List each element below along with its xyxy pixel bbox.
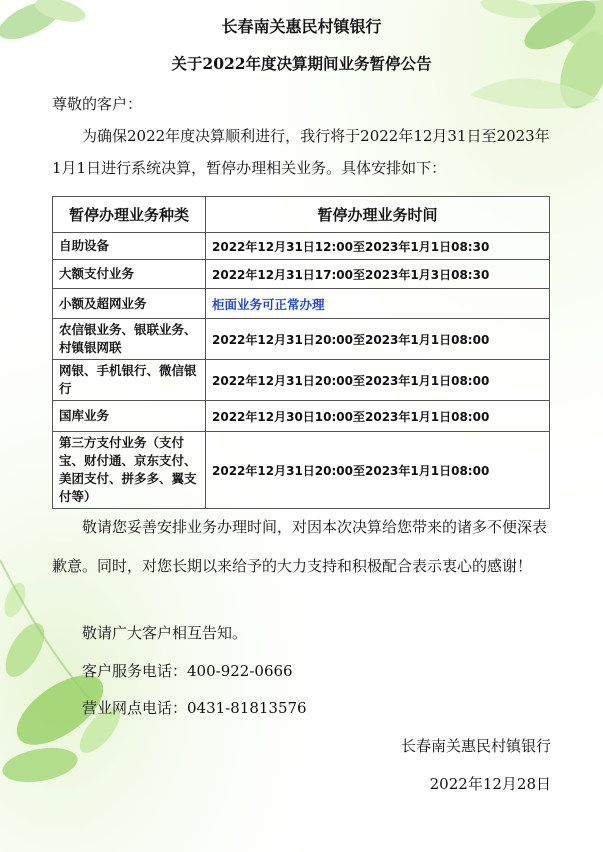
row-time: 2022年12月31日17:00至2023年1月3日08:30 (206, 260, 550, 289)
table-row (53, 233, 550, 260)
row-category: 国库业务 (53, 401, 206, 432)
row-time: 柜面业务可正常办理 (206, 289, 550, 319)
table-row (53, 319, 550, 360)
signature-bank-name: 长春南关惠民村镇银行 (400, 737, 551, 755)
row-category: 小额及超网业务 (53, 289, 206, 319)
row-category: 第三方支付业务（支付宝、财付通、京东支付、美团支付、拼多多、翼支付等） (53, 432, 206, 509)
notice-title: 关于2022年度决算期间业务暂停公告 (171, 54, 432, 73)
row-time: 2022年12月31日20:00至2023年1月1日08:00 (206, 319, 550, 360)
bank-name-title: 长春南关惠民村镇银行 (221, 17, 382, 36)
row-category: 自助设备 (53, 233, 206, 260)
notice-line: 敬请广大客户相互告知。 (82, 624, 248, 642)
row-time: 2022年12月31日12:00至2023年1月1日08:30 (206, 233, 550, 260)
table-header-row (53, 197, 550, 233)
row-time: 2022年12月31日20:00至2023年1月1日08:00 (206, 360, 550, 401)
table-row (53, 260, 550, 289)
row-time: 2022年12月31日20:00至2023年1月1日08:00 (206, 432, 550, 509)
row-time: 2022年12月30日10:00至2023年1月1日08:00 (206, 401, 550, 432)
table-row (53, 360, 550, 401)
branch-phone: 营业网点电话：0431-81813576 (82, 699, 307, 717)
intro-paragraph: 为确保2022年度决算顺利进行，我行将于2022年12月31日至2023年1月1日进行系统决算，暂停办理相关业务。具体安排如下： (52, 127, 550, 177)
suspension-schedule-table (52, 196, 550, 509)
row-category: 农信银业务、银联业务、村镇银网联 (53, 319, 206, 360)
closing-paragraph: 敬请您妥善安排业务办理时间，对因本次决算给您带来的诸多不便深表歉意。同时，对您长期以来给予的大力支持和积极配合表示衷心的感谢！ (52, 518, 548, 575)
header-category: 暂停办理业务种类 (53, 197, 206, 233)
table-row (53, 289, 550, 319)
table-row (53, 401, 550, 432)
greeting: 尊敬的客户： (52, 95, 143, 113)
row-category: 大额支付业务 (53, 260, 206, 289)
customer-service-phone: 客户服务电话：400-922-0666 (82, 662, 293, 680)
signature-date: 2022年12月28日 (429, 775, 551, 793)
header-time: 暂停办理业务时间 (206, 197, 550, 233)
table-row (53, 432, 550, 509)
row-category: 网银、手机银行、微信银行 (53, 360, 206, 401)
